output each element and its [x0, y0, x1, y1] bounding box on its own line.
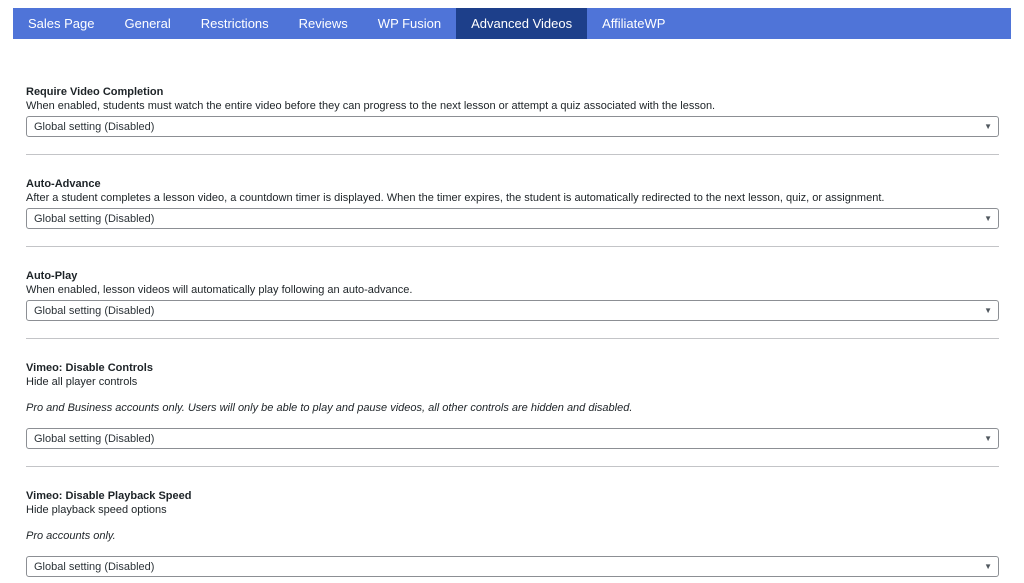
tab-sales-page[interactable]: Sales Page: [28, 16, 95, 31]
advanced-videos-panel: [26, 39, 999, 583]
setting-label: Auto-Advance: [26, 178, 101, 190]
tab-reviews[interactable]: Reviews: [298, 16, 348, 31]
setting-require-video-completion: [26, 39, 999, 137]
chevron-down-icon: ▼: [984, 561, 992, 571]
chevron-down-icon: ▼: [984, 213, 992, 223]
require-video-completion-select[interactable]: [26, 116, 999, 137]
tab-advanced-videos[interactable]: Advanced Videos: [456, 8, 587, 39]
setting-vimeo-disable-controls: [26, 338, 999, 449]
setting-description: After a student completes a lesson video, a countdown timer is displayed. When the timer expires, the student is automatically redirected to the next lesson, quiz, or assignment.: [26, 192, 885, 204]
chevron-down-icon: ▼: [984, 433, 992, 443]
setting-description: Hide all player controls: [26, 376, 138, 388]
setting-description: When enabled, students must watch the entire video before they can progress to the next lesson or attempt a quiz associated with the lesson.: [26, 100, 716, 112]
vimeo-disable-controls-select[interactable]: [26, 428, 999, 449]
vimeo-disable-playback-speed-select[interactable]: [26, 556, 999, 577]
auto-advance-select[interactable]: [26, 208, 999, 229]
chevron-down-icon: ▼: [984, 305, 992, 315]
setting-auto-advance: [26, 154, 999, 229]
select-value: Global setting (Disabled): [34, 120, 155, 133]
select-value: Global setting (Disabled): [34, 432, 155, 445]
setting-label: Vimeo: Disable Controls: [26, 362, 153, 374]
settings-tab-bar: [13, 8, 1011, 39]
setting-label: Auto-Play: [26, 270, 78, 282]
setting-note: Pro accounts only.: [26, 530, 116, 542]
select-value: Global setting (Disabled): [34, 560, 155, 573]
chevron-down-icon: ▼: [984, 121, 992, 131]
setting-description: When enabled, lesson videos will automatically play following an auto-advance.: [26, 284, 413, 296]
setting-vimeo-disable-playback-speed: [26, 466, 999, 577]
setting-note: Pro and Business accounts only. Users will only be able to play and pause videos, all other controls are hidden and disabled.: [26, 402, 633, 414]
setting-label: Require Video Completion: [26, 86, 164, 98]
tab-restrictions[interactable]: Restrictions: [200, 16, 269, 31]
setting-label: Vimeo: Disable Playback Speed: [26, 490, 192, 502]
setting-auto-play: [26, 246, 999, 321]
tab-affiliatewp[interactable]: AffiliateWP: [602, 16, 666, 31]
auto-play-select[interactable]: [26, 300, 999, 321]
setting-description: Hide playback speed options: [26, 504, 167, 516]
tab-general[interactable]: General: [124, 16, 171, 31]
select-value: Global setting (Disabled): [34, 212, 155, 225]
select-value: Global setting (Disabled): [34, 304, 155, 317]
tab-wp-fusion[interactable]: WP Fusion: [377, 16, 442, 31]
